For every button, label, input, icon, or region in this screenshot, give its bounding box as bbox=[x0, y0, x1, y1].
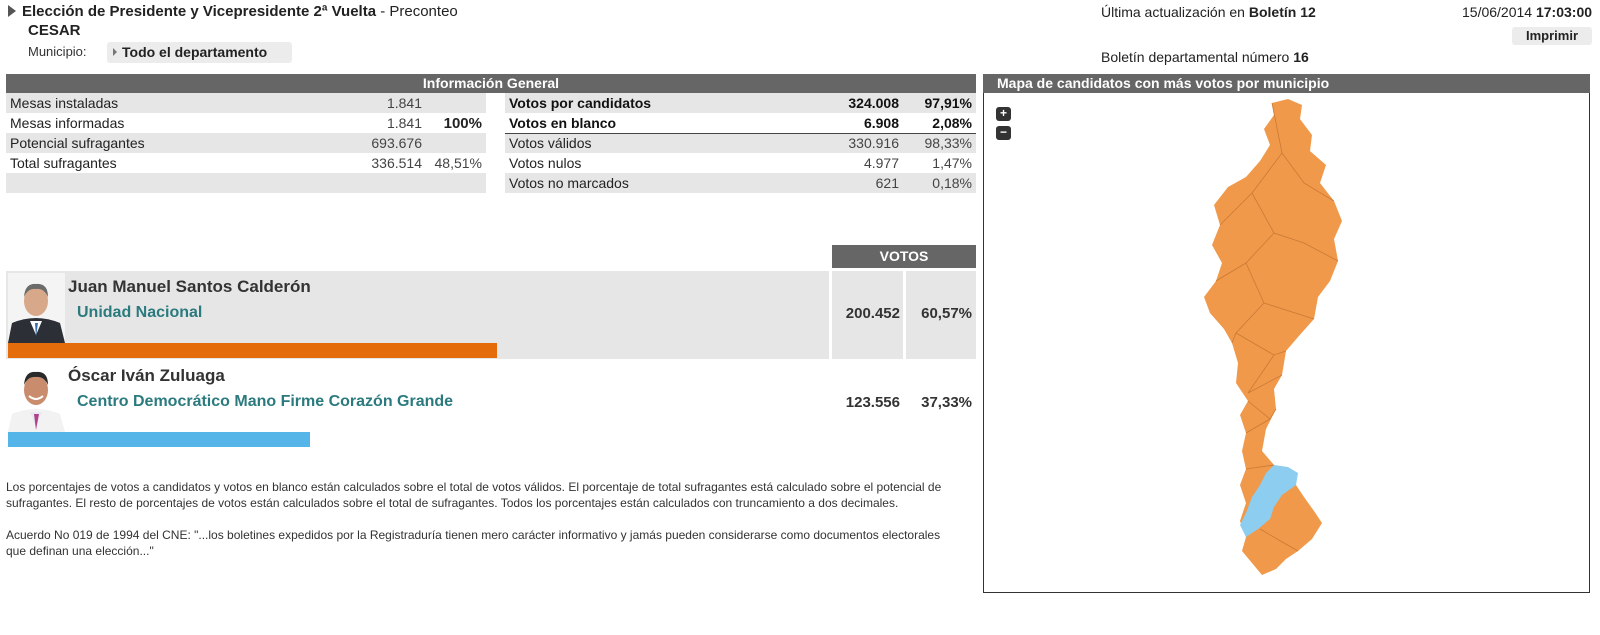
stat-label: Votos no marcados bbox=[505, 173, 785, 193]
candidate-percentage: 37,33% bbox=[921, 394, 972, 411]
print-button[interactable]: Imprimir bbox=[1512, 27, 1592, 45]
stat-pct bbox=[426, 173, 486, 193]
table-row bbox=[505, 113, 976, 133]
stat-value: 330.916 bbox=[785, 133, 903, 153]
votes-column-header: VOTOS bbox=[832, 245, 976, 268]
candidate-row[interactable] bbox=[6, 360, 976, 448]
stat-value: 621 bbox=[785, 173, 903, 193]
table-row bbox=[6, 93, 486, 113]
zoom-out-button[interactable]: − bbox=[996, 126, 1011, 140]
stat-label bbox=[6, 173, 306, 193]
results-map[interactable] bbox=[983, 74, 1590, 593]
candidate-party: Unidad Nacional bbox=[77, 304, 203, 321]
stat-pct: 97,91% bbox=[903, 93, 976, 113]
table-row bbox=[6, 133, 486, 153]
footnote-cne: Acuerdo No 019 de 1994 del CNE: "...los boletines expedidos por la Registraduría tienen mero carácter informativo y jamás pueden considerarse como documentos electorales que definan una elección..." bbox=[6, 528, 941, 558]
stat-label: Votos en blanco bbox=[505, 113, 785, 133]
stat-value: 693.676 bbox=[306, 133, 426, 153]
info-left-table bbox=[6, 93, 486, 193]
stat-label: Votos nulos bbox=[509, 155, 582, 171]
stat-pct bbox=[426, 133, 486, 153]
stat-value: 4.977 bbox=[863, 155, 899, 171]
stat-label: Votos válidos bbox=[505, 133, 785, 153]
update-date: 15/06/2014 bbox=[1462, 4, 1533, 20]
candidate-percentage: 60,57% bbox=[921, 305, 972, 322]
update-time: 17:03:00 bbox=[1535, 4, 1593, 20]
zoom-in-button[interactable]: + bbox=[996, 107, 1011, 121]
boletin-number bbox=[1101, 49, 1309, 65]
stat-value: 6.908 bbox=[785, 113, 903, 133]
municipio-select[interactable] bbox=[107, 42, 292, 63]
map-title: Mapa de candidatos con más votos por municipio bbox=[983, 74, 1590, 93]
stat-pct: 48,51% bbox=[434, 155, 482, 171]
last-update bbox=[1101, 4, 1316, 20]
collapse-arrow-icon[interactable] bbox=[8, 5, 16, 17]
stat-value: 324.008 bbox=[785, 93, 903, 113]
table-row bbox=[6, 153, 486, 173]
stat-label: Votos por candidatos bbox=[505, 93, 785, 113]
stat-label: Mesas informadas bbox=[10, 115, 125, 131]
municipality-map[interactable] bbox=[984, 93, 1589, 593]
table-row bbox=[505, 133, 976, 153]
info-right-table bbox=[505, 93, 976, 193]
table-row bbox=[505, 93, 976, 113]
candidate-name: Juan Manuel Santos Calderón bbox=[68, 277, 311, 296]
table-row bbox=[6, 173, 486, 193]
update-datetime bbox=[1462, 4, 1592, 20]
stat-value: 1.841 bbox=[386, 115, 422, 131]
stat-pct: 98,33% bbox=[903, 133, 976, 153]
footnotes bbox=[6, 479, 961, 559]
stat-value: 1.841 bbox=[306, 93, 426, 113]
department-name: CESAR bbox=[28, 22, 81, 39]
candidate-name: Óscar Iván Zuluaga bbox=[68, 366, 225, 385]
candidate-votes: 200.452 bbox=[845, 305, 900, 322]
boletin-prefix: Boletín departamental número bbox=[1101, 49, 1294, 65]
info-general-header: Información General bbox=[6, 74, 976, 93]
candidate-photo bbox=[8, 273, 65, 343]
stat-value bbox=[306, 173, 426, 193]
stat-value: 336.514 bbox=[371, 155, 422, 171]
stat-pct bbox=[426, 93, 486, 113]
candidate-votes: 123.556 bbox=[845, 394, 900, 411]
municipio-value: Todo el departamento bbox=[122, 44, 268, 60]
table-row bbox=[505, 173, 976, 193]
election-title bbox=[8, 3, 458, 20]
election-title-main: Elección de Presidente y Vicepresidente 2ª Vuelta bbox=[22, 3, 377, 20]
caret-right-icon bbox=[113, 48, 117, 56]
table-row bbox=[505, 153, 976, 173]
stat-label: Potencial sufragantes bbox=[6, 133, 306, 153]
footnote-percentages: Los porcentajes de votos a candidatos y votos en blanco están calculados sobre el total de votos válidos. El porcentaje de total sufragantes está calculado sobre el potencial de sufragantes. El resto de porcentajes de votos están calculados sobre el total de sufragantes. Todos los porcentajes están calculados con truncamiento a dos decimales. bbox=[6, 480, 942, 510]
candidate-vote-bar bbox=[8, 343, 497, 358]
candidate-vote-bar bbox=[8, 432, 310, 447]
stat-label: Mesas instaladas bbox=[6, 93, 306, 113]
stat-pct: 1,47% bbox=[932, 155, 972, 171]
municipio-label: Municipio: bbox=[28, 44, 87, 59]
candidate-photo bbox=[8, 362, 65, 432]
last-update-prefix: Última actualización en bbox=[1101, 4, 1249, 20]
candidate-party: Centro Democrático Mano Firme Corazón Grande bbox=[77, 393, 454, 410]
stat-pct: 2,08% bbox=[903, 113, 976, 133]
election-title-suffix: - Preconteo bbox=[376, 3, 458, 20]
stat-pct: 0,18% bbox=[903, 173, 976, 193]
last-update-boletin: Boletín 12 bbox=[1248, 4, 1316, 20]
boletin-value: 16 bbox=[1293, 49, 1309, 65]
candidate-row[interactable] bbox=[6, 271, 976, 359]
table-row bbox=[6, 113, 486, 133]
stat-label: Total sufragantes bbox=[10, 155, 117, 171]
stat-pct: 100% bbox=[443, 114, 482, 132]
